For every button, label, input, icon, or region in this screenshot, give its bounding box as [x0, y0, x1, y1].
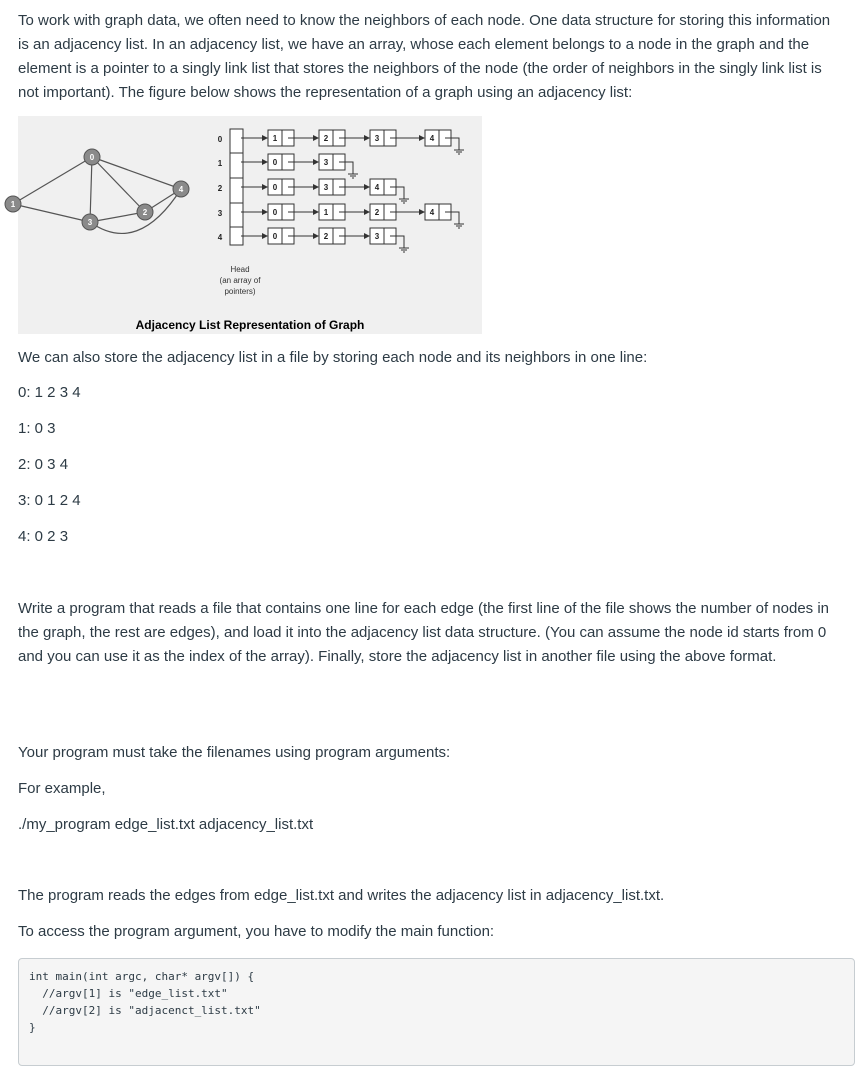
head-index: 4 — [217, 233, 223, 242]
list-node-value: 3 — [323, 183, 329, 192]
list-node-value: 0 — [272, 232, 278, 241]
file-line: 3: 0 1 2 4 — [18, 492, 81, 509]
graph-node-label: 3 — [87, 218, 93, 227]
intro-paragraph: To work with graph data, we often need to know the neighbors of each node. One data structure for storing this information is an adjacency list. In an adjacency list, we have an array, whose each element belongs to a node in the graph and the element is a pointer to a singly link list that stores the neighbors of the node (the order of neighbors in the singly link list is not important). The figure below shows the representation of a graph using an adjacency list: — [18, 12, 831, 101]
file-line: 2: 0 3 4 — [18, 456, 69, 473]
graph-edge — [92, 157, 145, 212]
list-node-value: 3 — [374, 134, 380, 143]
list-node-value: 2 — [374, 208, 380, 217]
head-caption: Head — [230, 265, 250, 274]
head-caption: pointers) — [224, 287, 256, 296]
reads-line: The program reads the edges from edge_list.txt and writes the adjacency list in adjacency_list.txt. — [18, 887, 665, 904]
file-line: 4: 0 2 3 — [18, 528, 69, 545]
list-node-value: 3 — [374, 232, 380, 241]
file-intro: We can also store the adjacency list in a file by storing each node and its neighbors in one line: — [18, 349, 648, 366]
graph-edge — [87, 189, 181, 233]
graph-edge — [13, 157, 92, 204]
graph-node-label: 2 — [142, 208, 148, 217]
task-paragraph: Write a program that reads a file that contains one line for each edge (the first line of the file shows the number of nodes in the graph, the rest are edges), and load it into the adjacency list data structure. (You can assume the node id starts from 0 and you can use it as the index of the array). Finally, store the adjacency list in another file using the above format. — [18, 600, 830, 665]
file-line: 0: 1 2 3 4 — [18, 384, 81, 401]
adjacency-list-figure — [10, 116, 482, 334]
graph-node-label: 4 — [178, 185, 184, 194]
graph-edge — [90, 157, 92, 222]
access-line: To access the program argument, you have to modify the main function: — [18, 923, 495, 940]
code-block — [18, 958, 855, 1066]
list-node-value: 0 — [272, 208, 278, 217]
list-node-value: 4 — [429, 208, 435, 217]
code-line: //argv[1] is "edge_list.txt" — [29, 987, 228, 1000]
list-node-value: 0 — [272, 158, 278, 167]
head-index: 2 — [217, 184, 223, 193]
file-line: 1: 0 3 — [18, 420, 56, 437]
head-caption: (an array of — [219, 276, 261, 285]
code-line: } — [29, 1021, 36, 1034]
list-node-value: 2 — [323, 232, 329, 241]
head-index: 0 — [217, 135, 223, 144]
list-node-value: 0 — [272, 183, 278, 192]
graph-edge — [13, 204, 90, 222]
figure-caption: Adjacency List Representation of Graph — [135, 318, 365, 332]
list-node-value: 3 — [323, 158, 329, 167]
list-node-value: 1 — [272, 134, 278, 143]
list-node-value: 4 — [429, 134, 435, 143]
list-node-value: 4 — [374, 183, 380, 192]
example-label: For example, — [18, 780, 106, 797]
head-index: 3 — [217, 209, 223, 218]
head-index: 1 — [217, 159, 223, 168]
graph-edge — [92, 157, 181, 189]
list-node-value: 1 — [323, 208, 329, 217]
args-line: Your program must take the filenames using program arguments: — [18, 744, 451, 761]
figure-drawing — [10, 116, 482, 334]
code-line: //argv[2] is "adjacenct_list.txt" — [29, 1004, 261, 1017]
list-node-value: 2 — [323, 134, 329, 143]
graph-node-label: 0 — [89, 153, 95, 162]
example-command: ./my_program edge_list.txt adjacency_list.txt — [18, 816, 314, 833]
graph-node-label: 1 — [10, 200, 16, 209]
code-line: int main(int argc, char* argv[]) { — [29, 970, 255, 983]
